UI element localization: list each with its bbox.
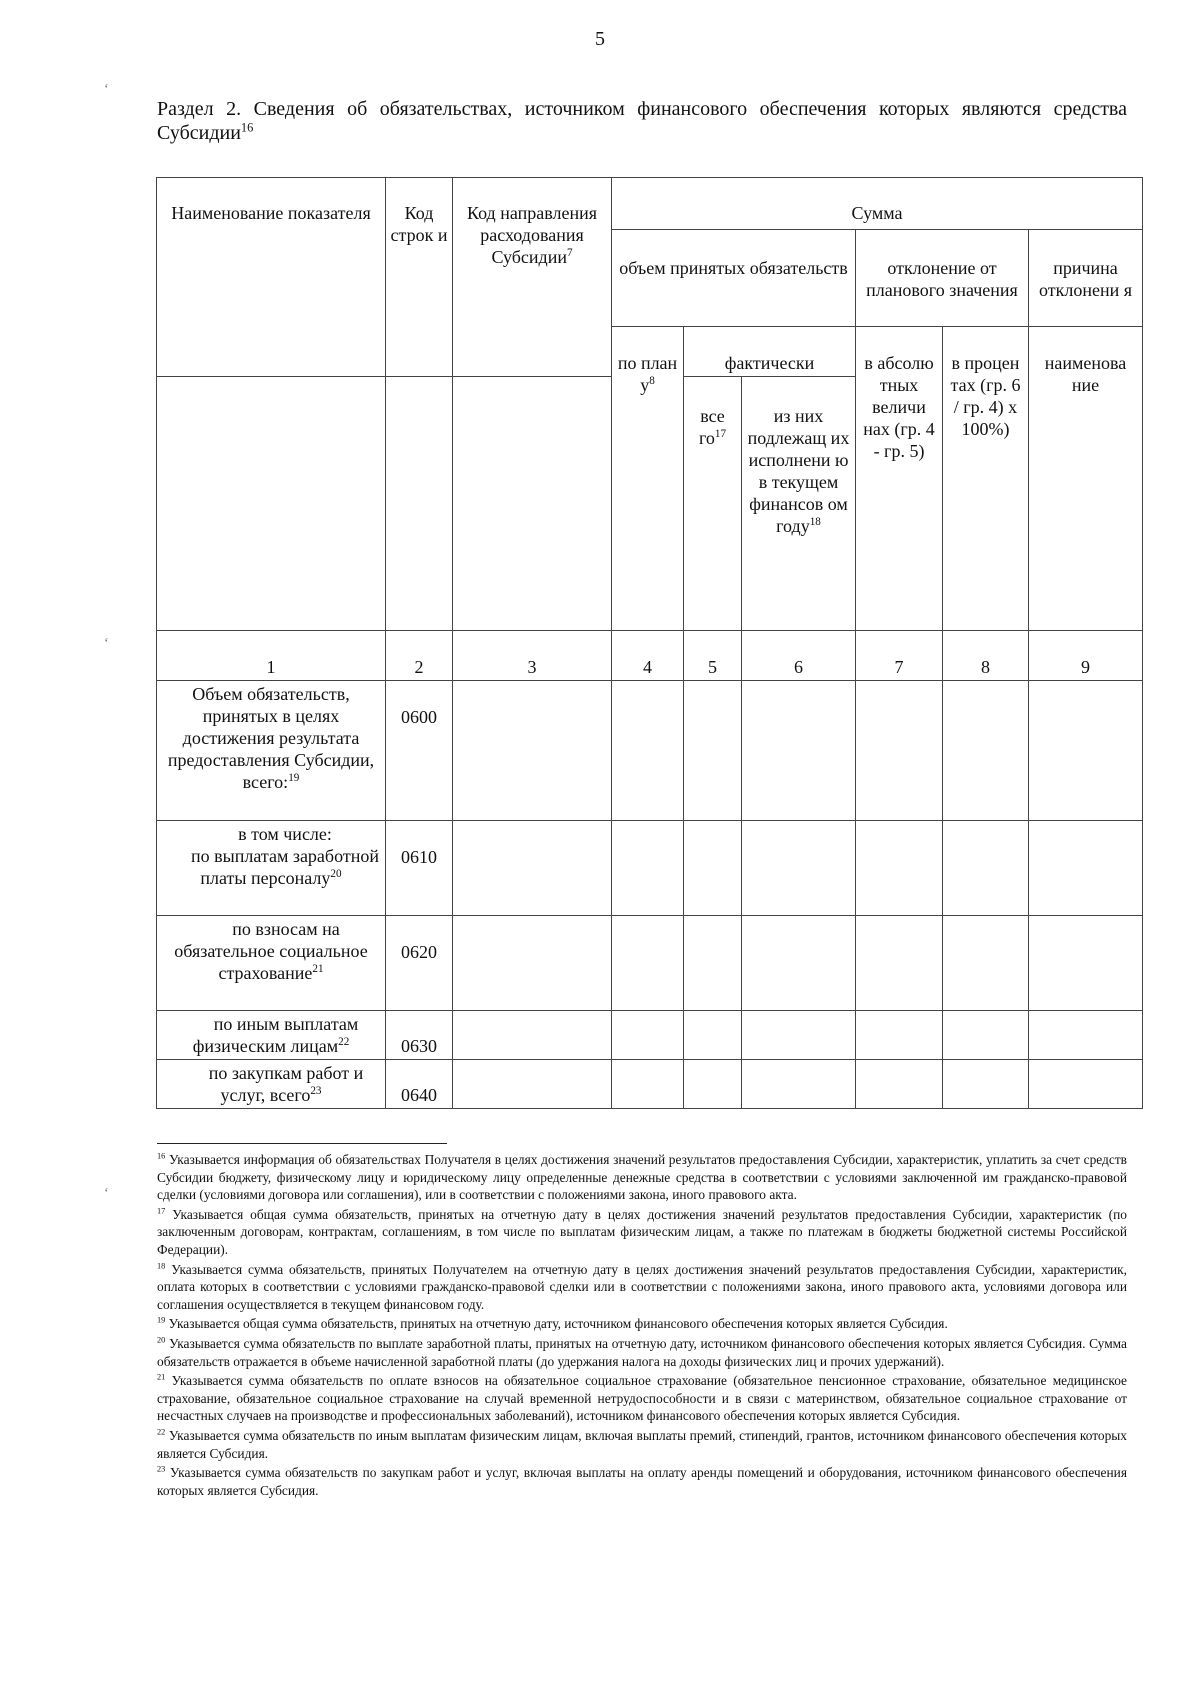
row-cell [612, 1011, 684, 1060]
page-number: 5 [595, 28, 605, 50]
row-cell [684, 916, 742, 1011]
header-accepted: объем принятых обязательств [612, 230, 856, 327]
row-prefix: в том числе: [238, 824, 332, 844]
table-row [157, 821, 1143, 916]
header-code-direction-spacer [453, 377, 612, 631]
column-number: 1 [157, 631, 386, 681]
row-cell [742, 1011, 856, 1060]
row-cell [742, 681, 856, 821]
row-cell [856, 681, 943, 821]
column-number: 9 [1029, 631, 1143, 681]
header-code-direction: Код направления расходования Субсидии$^7$ [453, 178, 612, 377]
row-code: 0630 [386, 1011, 453, 1060]
footnote: $^{23}$ Указывается сумма обязательств по закупкам работ и услуг, включая выплаты на оплату аренды помещений и оборудования, источником финансового обеспечения которых является Субсидия. [157, 1464, 1127, 1498]
row-code: 0610 [386, 821, 453, 916]
header-to-fulfill: из них подлежащ их исполнени ю в текущем финансов ом году$^{18}$ [742, 377, 856, 631]
row-code: 0640 [386, 1060, 453, 1109]
column-number: 8 [943, 631, 1029, 681]
footnote: $^{16}$ Указывается информация об обязательствах Получателя в целях достижения значений результатов предоставления Субсидии, характеристик, уплатить за счет средств Субсидии бюджету, физическому лицу и юридическому лицу определенные денежные средства в соответствии с условиями заключенной им гражданско-правовой сделки (условиями договора или соглашения), или в соответствии с положениями закона, иного правового акта. [157, 1151, 1127, 1203]
row-cell [742, 821, 856, 916]
footnote: $^{19}$ Указывается общая сумма обязательств, принятых на отчетную дату, источником финансового обеспечения которых является Субсидия. [157, 1315, 948, 1332]
row-cell [943, 916, 1029, 1011]
row-cell [856, 916, 943, 1011]
header-code-row: Код строк и [386, 178, 453, 377]
section-title-text: Раздел 2. Сведения об обязательствах, источником финансового обеспечения которых являются средства Субсидии [157, 98, 1127, 144]
obligations-table [156, 177, 1143, 1109]
row-code: 0600 [386, 681, 453, 821]
row-cell [856, 1060, 943, 1109]
column-number: 6 [742, 631, 856, 681]
row-cell [856, 821, 943, 916]
table-row [157, 1060, 1143, 1109]
row-cell [684, 1060, 742, 1109]
row-cell [943, 1060, 1029, 1109]
row-label: по иным выплатам физическим лицам$^{22}$ [157, 1011, 386, 1060]
header-deviation: отклонение от планового значения [856, 230, 1029, 327]
scan-mark: ‘ [104, 82, 109, 97]
header-by-plan: по план $у^8$ [612, 327, 684, 631]
row-cell [612, 681, 684, 821]
row-cell [453, 1011, 612, 1060]
row-cell [612, 821, 684, 916]
header-reason: причина отклонени я [1029, 230, 1143, 327]
header-reason-name: наименова ние [1029, 327, 1143, 631]
section-title [157, 97, 1127, 145]
row-cell [1029, 1011, 1143, 1060]
row-cell [856, 1011, 943, 1060]
row-cell [742, 1060, 856, 1109]
footnote: $^{17}$ Указывается общая сумма обязательств, принятых на отчетную дату в целях достижения значений результатов предоставления Субсидии, характеристик (по заключенным договорам, контрактам, соглашениям, в том числе по выплатам физическим лицам, а также по платежам в бюджеты бюджетной системы Российской Федерации). [157, 1206, 1127, 1257]
row-label: по взносам на обязательное социальное страхование$^{21}$ [157, 916, 386, 1011]
row-cell [684, 1011, 742, 1060]
row-cell [943, 681, 1029, 821]
header-name: Наименование показателя [157, 178, 386, 377]
scan-mark: ‘ [104, 1186, 109, 1201]
footnote: $^{21}$ Указывается сумма обязательств по оплате взносов на обязательное социальное страхование (обязательное пенсионное страхование, обязательное медицинское страхование, обязательное социальное страхование на случай временной нетрудоспособности и в связи с материнством, обязательное социальное страхование от несчастных случаев на производстве и профессиональных заболеваний), источником финансового обеспечения которых является Субсидия. [157, 1372, 1127, 1424]
row-cell [943, 1011, 1029, 1060]
row-label: по закупкам работ и услуг, всего$^{23}$ [157, 1060, 386, 1109]
header-sum: Сумма [612, 178, 1143, 230]
row-cell [1029, 1060, 1143, 1109]
column-number: 2 [386, 631, 453, 681]
header-total: все $го^{17}$ [684, 377, 742, 631]
table-row [157, 916, 1143, 1011]
footnote: $^{22}$ Указывается сумма обязательств по иным выплатам физическим лицам, включая выплаты премий, стипендий, грантов, источником финансового обеспечения которых является Субсидия. [157, 1427, 1127, 1461]
header-actual: фактически [684, 327, 856, 377]
row-cell [742, 916, 856, 1011]
header-percent: в процен тах (гр. 6 / гр. 4) x 100%) [943, 327, 1029, 631]
row-cell [612, 916, 684, 1011]
header-name-spacer [157, 377, 386, 631]
row-cell [684, 681, 742, 821]
table-row [157, 1011, 1143, 1060]
header-code-row-spacer [386, 377, 453, 631]
footnotes [157, 1151, 1127, 1501]
column-number: 5 [684, 631, 742, 681]
footnote: $^{20}$ Указывается сумма обязательств по выплате заработной платы, принятых на отчетную дату, источником финансового обеспечения которых является Субсидия. Сумма обязательств отражается в объеме начисленной заработной платы (до удержания налога на доходы физических лиц и прочих удержаний). [157, 1335, 1127, 1369]
row-code: 0620 [386, 916, 453, 1011]
row-cell [453, 821, 612, 916]
row-label: Объем обязательств, принятых в целях достижения результата предоставления Субсидии, всего:$^{19}$ [157, 681, 386, 821]
row-cell [1029, 681, 1143, 821]
row-cell [1029, 916, 1143, 1011]
column-number: 3 [453, 631, 612, 681]
row-cell [453, 681, 612, 821]
column-number: 4 [612, 631, 684, 681]
row-cell [612, 1060, 684, 1109]
table-row [157, 681, 1143, 821]
column-number: 7 [856, 631, 943, 681]
footnote-ref: 16 [240, 120, 254, 135]
header-absolute: в абсолю тных величи нах (гр. 4 - гр. 5) [856, 327, 943, 631]
row-label: в том числе: по выплатам заработной платы персоналу$^{20}$ [157, 821, 386, 916]
row-cell [1029, 821, 1143, 916]
footnote: $^{18}$ Указывается сумма обязательств, принятых Получателем на отчетную дату в целях достижения значений результатов предоставления Субсидии, характеристик, оплата которых в соответствии с условиями гражданско-правовой сделки или в соответствии с положениями закона, иного правового акта, условиями договора или соглашения осуществляется в текущем финансовом году. [157, 1261, 1127, 1312]
row-cell [453, 1060, 612, 1109]
scan-mark: ‘ [104, 636, 109, 651]
footnote-separator [157, 1143, 447, 1144]
row-cell [453, 916, 612, 1011]
row-cell [943, 821, 1029, 916]
row-cell [684, 821, 742, 916]
